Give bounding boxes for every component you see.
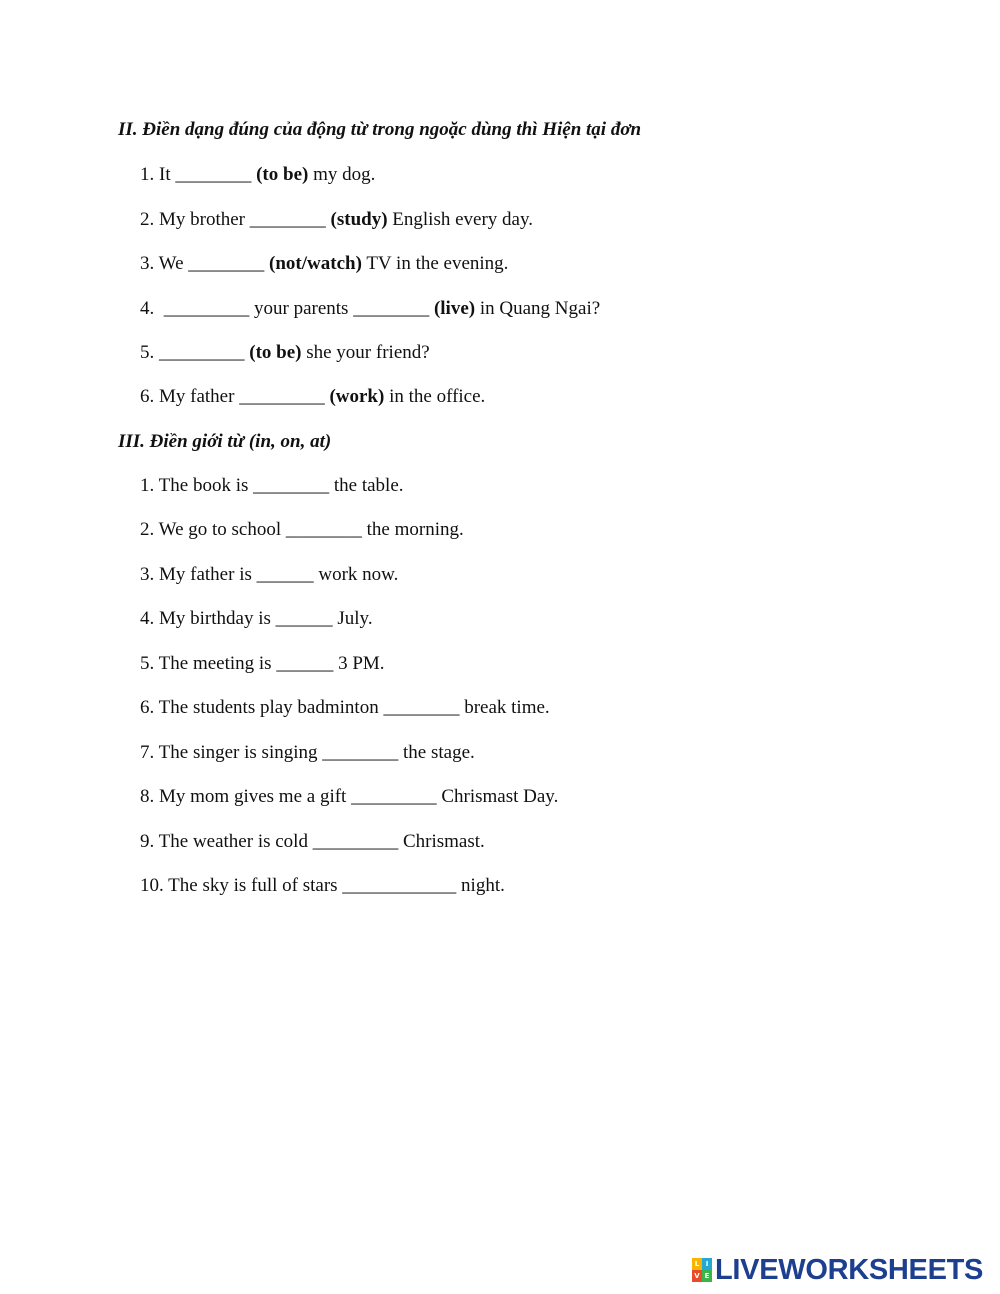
- section-3-item-6: 6. The students play badminton ________ break time.: [140, 697, 550, 718]
- item-verb: (to be): [256, 164, 309, 185]
- item-verb: (not/watch): [269, 253, 362, 274]
- item-text-before: 5. _________: [140, 342, 250, 363]
- section-2-item-4: [140, 297, 600, 321]
- item-verb: (study): [330, 209, 388, 230]
- section-2-heading: II. Điền dạng đúng của động từ trong ngoặc dùng thì Hiện tại đơn: [118, 119, 642, 140]
- item-text-before: 4. _________ your parents ________: [140, 298, 434, 319]
- section-3-item-7: 7. The singer is singing ________ the stage.: [140, 742, 475, 763]
- logo-mark-letter: V: [692, 1270, 702, 1282]
- item-text-after: English every day.: [387, 209, 533, 230]
- section-3-item-5: 5. The meeting is ______ 3 PM.: [140, 653, 385, 674]
- logo-mark-letter: L: [692, 1258, 702, 1270]
- section-3-heading: III. Điền giới từ (in, on, at): [118, 431, 332, 452]
- liveworksheets-logo-icon: [692, 1258, 712, 1282]
- section-2-item-1: [140, 163, 375, 187]
- section-2-item-2: [140, 208, 533, 232]
- item-text-before: 2. My brother ________: [140, 209, 331, 230]
- item-verb: (work): [329, 386, 385, 407]
- logo-text: LIVEWORKSHEETS: [715, 1254, 984, 1286]
- item-text-after: TV in the evening.: [361, 253, 509, 274]
- item-text-before: 3. We ________: [140, 253, 270, 274]
- item-text-after: my dog.: [308, 164, 376, 185]
- item-text-after: in the office.: [384, 386, 486, 407]
- section-2-item-3: [140, 252, 508, 276]
- section-3-item-1: 1. The book is ________ the table.: [140, 475, 404, 496]
- section-3-item-9: 9. The weather is cold _________ Chrismast.: [140, 831, 485, 852]
- item-text-after: in Quang Ngai?: [475, 298, 601, 319]
- liveworksheets-logo: [692, 1256, 983, 1284]
- logo-mark-letter: E: [702, 1270, 712, 1282]
- logo-mark-letter: I: [702, 1258, 712, 1270]
- section-3-item-2: 2. We go to school ________ the morning.: [140, 519, 464, 540]
- item-verb: (live): [433, 298, 476, 319]
- section-3-item-8: 8. My mom gives me a gift _________ Chrismast Day.: [140, 786, 559, 807]
- item-text-before: 6. My father _________: [140, 386, 330, 407]
- item-text-after: she your friend?: [301, 342, 430, 363]
- section-2-item-5: [140, 341, 430, 365]
- section-3-item-4: 4. My birthday is ______ July.: [140, 608, 373, 629]
- section-2-item-6: [140, 385, 485, 409]
- section-3-item-10: 10. The sky is full of stars ____________ night.: [140, 875, 505, 896]
- section-3-item-3: 3. My father is ______ work now.: [140, 564, 399, 585]
- item-verb: (to be): [249, 342, 302, 363]
- item-text-before: 1. It ________: [140, 164, 257, 185]
